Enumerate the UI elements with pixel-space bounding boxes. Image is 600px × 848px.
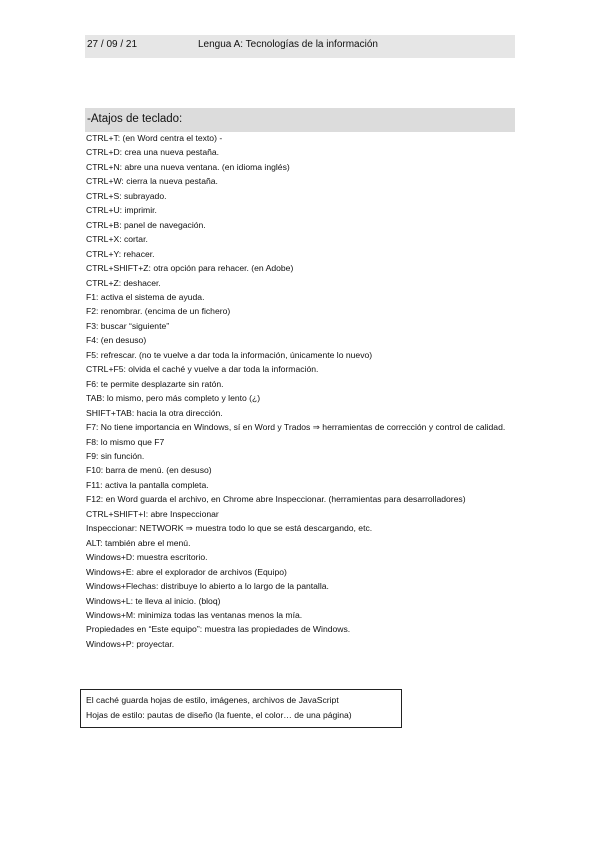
section-heading (85, 108, 515, 132)
list-item: CTRL+S: subrayado. (86, 190, 167, 201)
list-item: CTRL+SHIFT+Z: otra opción para rehacer. (en Adobe) (86, 263, 294, 274)
note-box (80, 689, 402, 728)
list-item: F11: activa la pantalla completa. (86, 479, 209, 490)
list-item: F6: te permite desplazarte sin ratón. (86, 378, 224, 389)
list-item: Windows+E: abre el explorador de archivos (Equipo) (86, 566, 287, 577)
list-item: F4: (en desuso) (86, 335, 147, 346)
list-item: CTRL+N: abre una nueva ventana. (en idioma inglés) (86, 161, 290, 172)
list-item: CTRL+Y: rehacer. (86, 248, 155, 259)
list-item: F10: barra de menú. (en desuso) (86, 465, 212, 476)
list-item: Windows+P: proyectar. (86, 638, 175, 649)
list-item: TAB: lo mismo, pero más completo y lento (¿) (86, 393, 261, 404)
note-line: Hojas de estilo: pautas de diseño (la fuente, el color… de una página) (86, 709, 352, 720)
list-item: Inspeccionar: NETWORK ⇒ muestra todo lo que se está descargando, etc. (86, 523, 373, 534)
list-item: Windows+L: te lleva al inicio. (bloq) (86, 595, 221, 606)
page-header (85, 35, 515, 58)
list-item: CTRL+Z: deshacer. (86, 277, 161, 288)
list-item: CTRL+X: cortar. (86, 234, 148, 245)
header-subject: Lengua A: Tecnologías de la información (198, 39, 378, 50)
list-item: F12: en Word guarda el archivo, en Chrome abre Inspeccionar. (herramientas para desarrolladores) (86, 494, 466, 505)
list-item: CTRL+W: cierra la nueva pestaña. (86, 176, 218, 187)
list-item: F9: sin función. (86, 450, 145, 461)
list-item: F1: activa el sistema de ayuda. (86, 291, 205, 302)
list-item: Windows+M: minimiza todas las ventanas menos la mía. (86, 609, 303, 620)
note-line: El caché guarda hojas de estilo, imágenes, archivos de JavaScript (86, 695, 339, 705)
list-item: CTRL+U: imprimir. (86, 205, 157, 216)
header-date: 27 / 09 / 21 (87, 39, 138, 50)
list-item: CTRL+SHIFT+I: abre Inspeccionar (86, 508, 219, 519)
list-item: Propiedades en “Este equipo”: muestra las propiedades de Windows. (86, 624, 351, 635)
list-item: F3: buscar “siguiente” (86, 320, 170, 331)
list-item: F8: lo mismo que F7 (86, 436, 165, 447)
list-item: Windows+Flechas: distribuye lo abierto a lo largo de la pantalla. (86, 581, 329, 592)
list-item: ALT: también abre el menú. (86, 537, 191, 548)
list-item: CTRL+D: crea una nueva pestaña. (86, 147, 220, 158)
list-item: F7: No tiene importancia en Windows, sí en Word y Trados ⇒ herramientas de corrección y control de calidad. (86, 422, 506, 433)
shortcut-list (86, 131, 511, 651)
list-item: SHIFT+TAB: hacia la otra dirección. (86, 407, 223, 418)
list-item: Windows+D: muestra escritorio. (86, 552, 208, 563)
list-item: F2: renombrar. (encima de un fichero) (86, 306, 231, 317)
list-item: F5: refrescar. (no te vuelve a dar toda la información, únicamente lo nuevo) (86, 349, 373, 360)
list-item: CTRL+B: panel de navegación. (86, 219, 206, 230)
list-item: CTRL+F5: olvida el caché y vuelve a dar toda la información. (86, 364, 319, 375)
section-title: -Atajos de teclado: (87, 113, 183, 125)
list-item: CTRL+T: (en Word centra el texto) - (86, 133, 223, 143)
